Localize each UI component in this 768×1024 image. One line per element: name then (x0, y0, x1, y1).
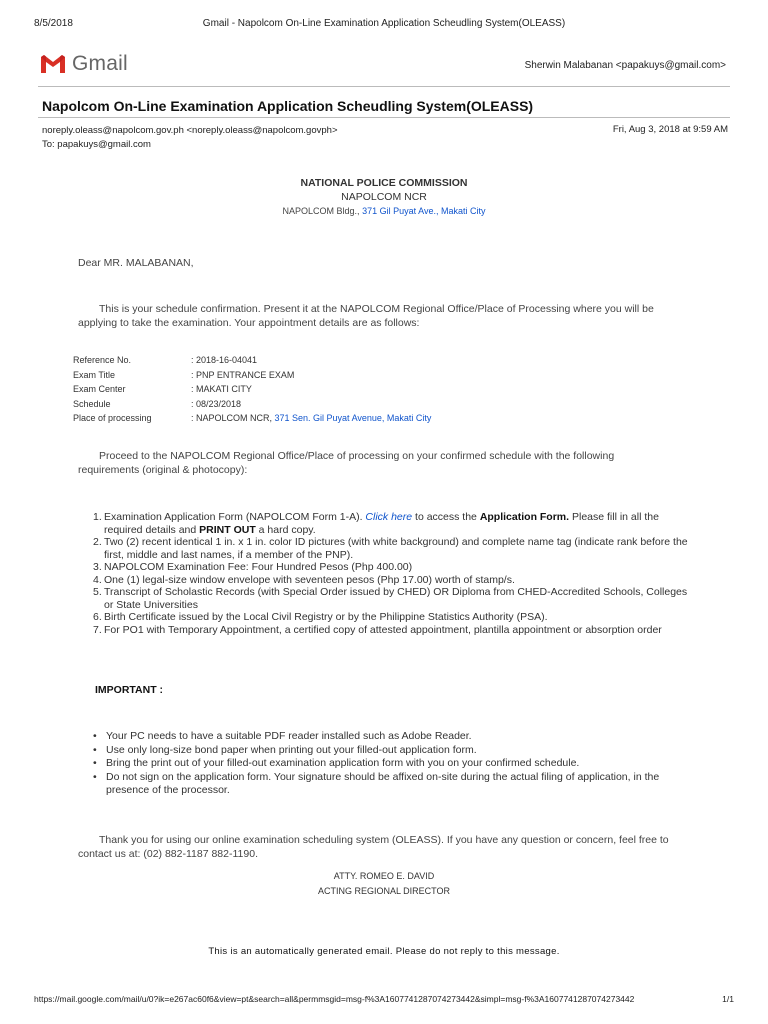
detail-label: Schedule (73, 398, 111, 409)
detail-label: Reference No. (73, 355, 132, 365)
intro-paragraph (78, 302, 678, 330)
auto-generated-note: This is an automatically generated email. Please do not reply to this message. (208, 946, 560, 957)
closing-paragraph (78, 833, 698, 861)
signatory-title: ACTING REGIONAL DIRECTOR (317, 886, 451, 896)
detail-label: Exam Title (73, 369, 116, 380)
detail-row (73, 382, 431, 397)
list-item (93, 511, 693, 536)
list-text: NAPOLCOM Examination Fee: Four Hundred Pesos (Php 400.00) (104, 561, 413, 573)
signature-block (0, 869, 768, 899)
list-number: 5. (93, 586, 102, 598)
list-number: 1. (93, 511, 102, 523)
list-item (93, 611, 693, 624)
subject-divider (38, 117, 730, 118)
detail-row (73, 411, 431, 426)
detail-value: : MAKATI CITY (191, 384, 252, 394)
important-heading: IMPORTANT : (95, 684, 164, 696)
print-header (34, 18, 734, 32)
click-here-link[interactable]: Click here (365, 511, 413, 523)
req1-bold-form: Application Form. (479, 511, 570, 523)
list-item (93, 561, 693, 574)
salutation: Dear MR. MALABANAN, (78, 257, 194, 269)
list-number: 2. (93, 536, 102, 548)
gmail-m-icon (40, 54, 66, 74)
address-prefix: NAPOLCOM Bldg., (282, 206, 363, 216)
list-text: Two (2) recent identical 1 in. x 1 in. color ID pictures (with white background) and complete name tag (indicate rank before the first, middle and last names, if a member of the PNP). (104, 536, 688, 561)
proceed-text: Proceed to the NAPOLCOM Regional Office/Place of processing on your confirmed schedule with the following requirements (original & photocopy): (78, 450, 615, 476)
detail-value: : PNP ENTRANCE EXAM (191, 369, 295, 380)
signatory-name: ATTY. ROMEO E. DAVID (333, 871, 435, 881)
list-text: One (1) legal-size window envelope with seventeen pesos (Php 17.00) worth of stamp/s. (104, 573, 515, 586)
list-item: • Your PC needs to have a suitable PDF reader installed such as Adobe Reader. (93, 730, 693, 744)
list-item: • Do not sign on the application form. Your signature should be affixed on-site during the actual filing of application, in the presence of the processor. (93, 771, 693, 798)
req1-text-d: a hard copy. (255, 523, 316, 536)
req1-text-b: to access the (412, 511, 480, 523)
list-text: Birth Certificate issued by the Local Civil Registry or by the Philippine Statistics Authority (PSA). (104, 611, 548, 623)
print-date: 8/5/2018 (34, 18, 73, 29)
letterhead-address (0, 204, 768, 218)
list-number: 6. (93, 611, 102, 623)
detail-row (73, 368, 431, 383)
list-item (93, 624, 693, 637)
detail-label: Exam Center (73, 384, 126, 394)
gmail-wordmark: Gmail (72, 52, 128, 75)
header-divider (38, 86, 730, 87)
letterhead-office: NAPOLCOM NCR (341, 191, 427, 203)
closing-text: Thank you for using our online examination scheduling system (OLEASS). If you have any question or concern, feel free to contact us at: (02) 882-1187 882-1190. (78, 834, 669, 860)
email-subject: Napolcom On-Line Examination Application Scheudling System(OLEASS) (42, 98, 534, 114)
appointment-details (73, 353, 431, 426)
important-list (93, 730, 693, 798)
place-link[interactable]: 371 Sen. Gil Puyat Avenue, Makati City (274, 413, 432, 423)
gmail-logo[interactable] (40, 52, 128, 76)
address-link[interactable]: 371 Gil Puyat Ave., Makati City (362, 206, 486, 216)
list-number: 7. (93, 623, 102, 636)
detail-row (73, 397, 431, 412)
list-text: Transcript of Scholastic Records (with Special Order issued by CHED) OR Diploma from CHED-Accredited Schools, Colleges or State Universities (104, 586, 688, 611)
req1-text-c: Please fill in all the required details and (104, 511, 659, 536)
list-item (93, 536, 693, 561)
list-item: • Use only long-size bond paper when printing out your filled-out application form. (93, 744, 693, 758)
detail-row (73, 353, 431, 368)
detail-value (191, 411, 431, 426)
req1-text-a: Examination Application Form (NAPOLCOM Form 1-A). (104, 511, 366, 523)
list-number: 3. (93, 561, 102, 573)
detail-value: : 08/23/2018 (191, 398, 242, 409)
requirements-list (93, 511, 693, 636)
print-footer (34, 994, 734, 1006)
email-to: To: papakuys@gmail.com (42, 139, 151, 150)
list-item: • Bring the print out of your filled-out examination application form with you on your confirmed schedule. (93, 757, 693, 771)
footer-url: https://mail.google.com/mail/u/0?ik=e267ac60f6&view=pt&search=all&permmsgid=msg-f%3A1607741287074273442&simpl=msg-f%3A1607741287074273442 (34, 994, 635, 1004)
letterhead-title: NATIONAL POLICE COMMISSION (300, 177, 468, 189)
place-prefix: : NAPOLCOM NCR, (191, 413, 275, 423)
footer-page-number: 1/1 (722, 994, 734, 1004)
req1-bold-print: PRINT OUT (199, 523, 256, 536)
detail-label: Place of processing (73, 413, 152, 423)
proceed-paragraph (78, 449, 658, 477)
email-from: noreply.oleass@napolcom.gov.ph <noreply.oleass@napolcom.govph> (42, 125, 338, 136)
email-sent-date: Fri, Aug 3, 2018 at 9:59 AM (612, 124, 728, 135)
list-number: 4. (93, 573, 102, 586)
print-title: Gmail - Napolcom On-Line Examination Application Scheudling System(OLEASS) (202, 18, 566, 29)
email-sender-block (42, 124, 338, 152)
account-label: Sherwin Malabanan <papakuys@gmail.com> (524, 60, 726, 71)
intro-text: This is your schedule confirmation. Present it at the NAPOLCOM Regional Office/Place of Processing where you will be applying to take the examination. Your appointment details are as follows: (78, 303, 654, 329)
letterhead (0, 176, 768, 218)
list-item (93, 574, 693, 587)
list-item (93, 586, 693, 611)
list-text: For PO1 with Temporary Appointment, a certified copy of attested appointment, plantilla appointment or absorption order (104, 623, 662, 636)
detail-value: : 2018-16-04041 (191, 355, 258, 365)
